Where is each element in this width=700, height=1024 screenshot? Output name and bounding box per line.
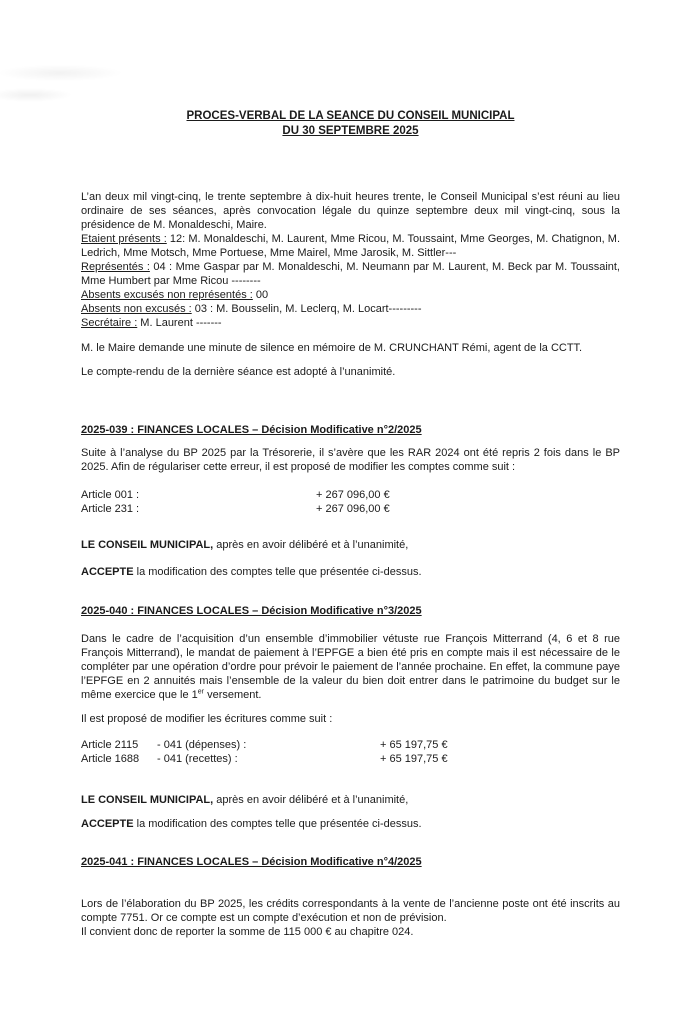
attendance-label: Représentés : (81, 261, 150, 273)
section-body-2025-041 (81, 897, 620, 939)
attendance-label: Absents non excusés : (81, 303, 192, 315)
article-label: Article 2115 (81, 739, 139, 751)
attendance-line-present (81, 232, 620, 260)
article-label: Article 1688 (81, 753, 140, 765)
accept-rest: la modification des comptes telle que présentée ci-dessus. (133, 818, 422, 830)
attendance-value: 00 (252, 289, 269, 301)
article-label: Article 001 : (81, 489, 140, 501)
attendance-label: Etaient présents : (81, 233, 167, 245)
attendance-value: M. Laurent ------- (137, 317, 222, 329)
attendance-value: 04 : Mme Gaspar par M. Monaldeschi, M. Neumann par M. Laurent, M. Beck par M. Toussaint, Mme Humbert par Mme Ricou -------- (81, 261, 620, 287)
council-decision (81, 793, 620, 807)
article-table-2025-040 (81, 738, 620, 766)
document-title-line2: DU 30 SEPTEMBRE 2025 (282, 125, 419, 137)
article-detail: - 041 (dépenses) : (157, 739, 247, 751)
intro-paragraph: L’an deux mil vingt-cinq, le trente septembre à dix-huit heures trente, le Conseil Municipal s’est réuni au lieu ordinaire de ses séances, après convocation légale du quinze septembre deux mil vingt-cinq, sous la présidence de M. Monaldeschi, Maire. (81, 191, 620, 231)
accept-decision (81, 817, 620, 831)
council-rest: après en avoir délibéré et à l’unanimité, (213, 794, 409, 806)
council-rest: après en avoir délibéré et à l’unanimité, (213, 539, 409, 551)
council-bold: LE CONSEIL MUNICIPAL, (81, 539, 214, 551)
accept-bold: ACCEPTE (81, 566, 134, 578)
attendance-value: 12: M. Monaldeschi, M. Laurent, Mme Ricou, M. Toussaint, Mme Georges, M. Chatignon, M. Ledrich, Mme Motsch, Mme Portuese, Mme Mairel, Mme Jarosik, M. Sittler--- (81, 233, 621, 259)
document-title-line1: PROCES-VERBAL DE LA SEANCE DU CONSEIL MUNICIPAL (186, 110, 515, 122)
council-decision (81, 538, 620, 552)
section-body-2025-039: Suite à l’analyse du BP 2025 par la Trésorerie, il s’avère que les RAR 2024 ont été repris 2 fois dans le BP 2025. Afin de régulariser cette erreur, il est proposé de modifier les comptes comme suit : (81, 447, 620, 473)
attendance-line-represented (81, 260, 620, 288)
adoption-paragraph: Le compte-rendu de la dernière séance est adopté à l’unanimité. (81, 366, 396, 378)
silence-paragraph: M. le Maire demande une minute de silence en mémoire de M. CRUNCHANT Rémi, agent de la CCTT. (81, 342, 583, 354)
body-line: Il convient donc de reporter la somme de 115 000 € au chapitre 024. (81, 926, 414, 938)
attendance-block (81, 232, 620, 330)
article-row (81, 738, 620, 752)
article-row (81, 502, 620, 516)
attendance-line-secretary (81, 316, 620, 330)
article-amount: + 65 197,75 € (380, 739, 448, 751)
article-amount: + 65 197,75 € (380, 753, 448, 765)
section-heading-2025-041: 2025-041 : FINANCES LOCALES – Décision Modificative n°4/2025 (81, 856, 422, 868)
attendance-label: Secrétaire : (81, 317, 138, 329)
section-heading-2025-039: 2025-039 : FINANCES LOCALES – Décision Modificative n°2/2025 (81, 424, 422, 436)
proposal-paragraph: Il est proposé de modifier les écritures comme suit : (81, 713, 333, 725)
article-table-2025-039 (81, 488, 620, 516)
document-content (81, 109, 620, 939)
article-label: Article 231 : (81, 503, 140, 515)
scan-artifact (0, 55, 220, 105)
article-detail: - 041 (recettes) : (157, 753, 238, 765)
article-amount: + 267 096,00 € (316, 503, 390, 515)
document-title (81, 109, 620, 139)
attendance-label: Absents excusés non représentés : (81, 289, 253, 301)
article-row (81, 752, 620, 766)
body-text: Dans le cadre de l’acquisition d’un ensemble d’immobilier vétuste rue François Mitterrand (4, 6 et 8 rue François Mitterrand), le mandat de paiement à l’EPFGE a bien été pris en compte mais il est nécessaire de le compléter par une opération d’ordre pour prévoir le paiement de l’année prochaine. En effet, la commune paye l’EPFGE en 2 annuités mais l’ensemble de la valeur du bien doit entrer dans le patrimoine du budget sur le même exercice que le 1 (81, 633, 620, 701)
accept-decision (81, 565, 620, 579)
attendance-line-absent-excused (81, 288, 620, 302)
article-row (81, 488, 620, 502)
attendance-line-absent (81, 302, 620, 316)
superscript-er: er (197, 688, 205, 696)
article-amount: + 267 096,00 € (316, 489, 390, 501)
accept-rest: la modification des comptes telle que présentée ci-dessus. (133, 566, 422, 578)
body-line: Lors de l’élaboration du BP 2025, les crédits correspondants à la vente de l’ancienne poste ont été inscrits au compte 7751. Or ce compte est un compte d’exécution et non de prévision. (81, 898, 620, 924)
council-bold: LE CONSEIL MUNICIPAL, (81, 794, 214, 806)
accept-bold: ACCEPTE (81, 818, 134, 830)
body-text: versement. (204, 689, 262, 701)
section-body-2025-040 (81, 632, 620, 702)
attendance-value: 03 : M. Bousselin, M. Leclerq, M. Locart--------- (191, 303, 422, 315)
section-heading-2025-040: 2025-040 : FINANCES LOCALES – Décision Modificative n°3/2025 (81, 605, 422, 617)
